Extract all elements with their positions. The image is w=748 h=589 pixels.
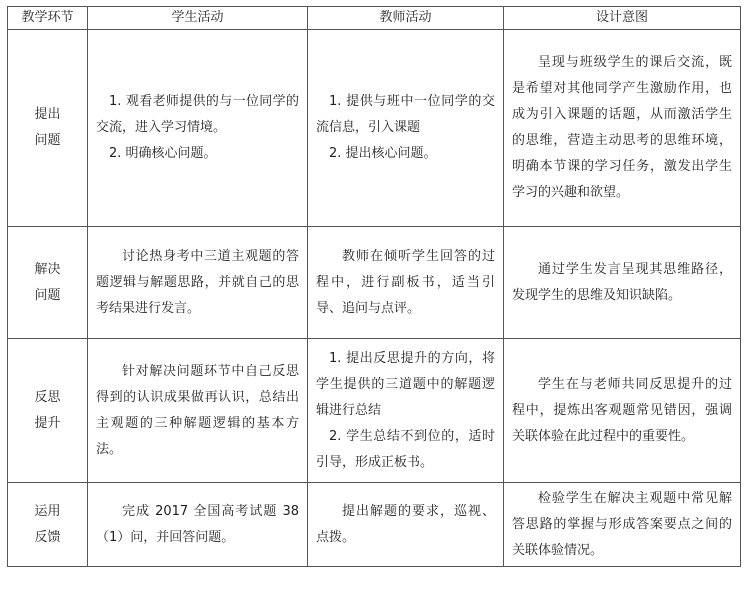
table-row: [8, 30, 741, 227]
stage-cell: [8, 483, 88, 567]
stage-line: 运用: [34, 503, 61, 519]
header-teacher-activity: 教师活动: [308, 7, 504, 30]
header-stage: 教学环节: [8, 7, 88, 30]
stage-cell: [8, 30, 88, 227]
teacher-activity-cell: [308, 483, 504, 567]
table-row: [8, 483, 741, 567]
design-intent-cell: [504, 227, 741, 339]
teacher-text: 提出解题的要求，巡视、点拨。: [316, 503, 495, 545]
student-text: 针对解决问题环节中自己反思得到的认识成果做再认识，总结出主观题的三种解题逻辑的基本方法。: [96, 363, 299, 457]
teacher-item: 1. 提供与班中一位同学的交流信息，引入课题: [316, 94, 495, 135]
lesson-plan-table: [7, 6, 741, 567]
teacher-item: 1. 提出反思提升的方向，将学生提供的三道题中的解题逻辑进行总结: [316, 350, 495, 418]
stage-line: 提升: [34, 415, 61, 431]
stage-line: 提出: [34, 107, 61, 122]
student-item: 2. 明确核心问题。: [109, 146, 217, 161]
student-activity-cell: [88, 339, 308, 483]
student-text: 完成 2017 全国高考试题 38（1）问，并回答问题。: [96, 503, 299, 545]
stage-cell: [8, 227, 88, 339]
intent-text: 通过学生发言呈现其思维路径，发现学生的思维及知识缺陷。: [512, 261, 732, 303]
stage-line: 问题: [34, 287, 61, 303]
table-row: [8, 227, 741, 339]
intent-text: 呈现与班级学生的课后交流，既是希望对其他同学产生激励作用，也成为引入课题的话题，从而激活学生的思维，营造主动思考的思维环境，明确本节课的学习任务，激发出学生学习的兴趣和欲望。: [512, 55, 732, 200]
student-text: 讨论热身考中三道主观题的答题逻辑与解题思路，并就自己的思考结果进行发言。: [96, 248, 299, 316]
stage-line: 解决: [34, 261, 61, 277]
student-activity-cell: [88, 227, 308, 339]
teacher-activity-cell: [308, 227, 504, 339]
stage-cell: [8, 339, 88, 483]
intent-text: 检验学生在解决主观题中常见解答思路的掌握与形成答案要点之间的关联体验情况。: [512, 490, 732, 558]
teacher-activity-cell: [308, 30, 504, 227]
stage-line: 问题: [34, 133, 61, 148]
teacher-item: 2. 提出核心问题。: [329, 146, 437, 161]
student-activity-cell: [88, 30, 308, 227]
student-item: 1. 观看老师提供的与一位同学的交流，进入学习情境。: [96, 94, 299, 135]
stage-line: 反馈: [34, 529, 61, 545]
design-intent-cell: [504, 339, 741, 483]
student-activity-cell: [88, 483, 308, 567]
header-student-activity: 学生活动: [88, 7, 308, 30]
teacher-item: 2. 学生总结不到位的，适时引导，形成正板书。: [316, 428, 495, 470]
design-intent-cell: [504, 483, 741, 567]
teacher-text: 教师在倾听学生回答的过程中，进行副板书，适当引导、追问与点评。: [316, 248, 495, 316]
header-design-intent: 设计意图: [504, 7, 741, 30]
design-intent-cell: [504, 30, 741, 227]
stage-line: 反思: [34, 389, 61, 405]
header-row: [8, 7, 741, 30]
teacher-activity-cell: [308, 339, 504, 483]
intent-text: 学生在与老师共同反思提升的过程中，提炼出客观题常见错因，强调关联体验在此过程中的重要性。: [512, 376, 732, 444]
table-row: [8, 339, 741, 483]
